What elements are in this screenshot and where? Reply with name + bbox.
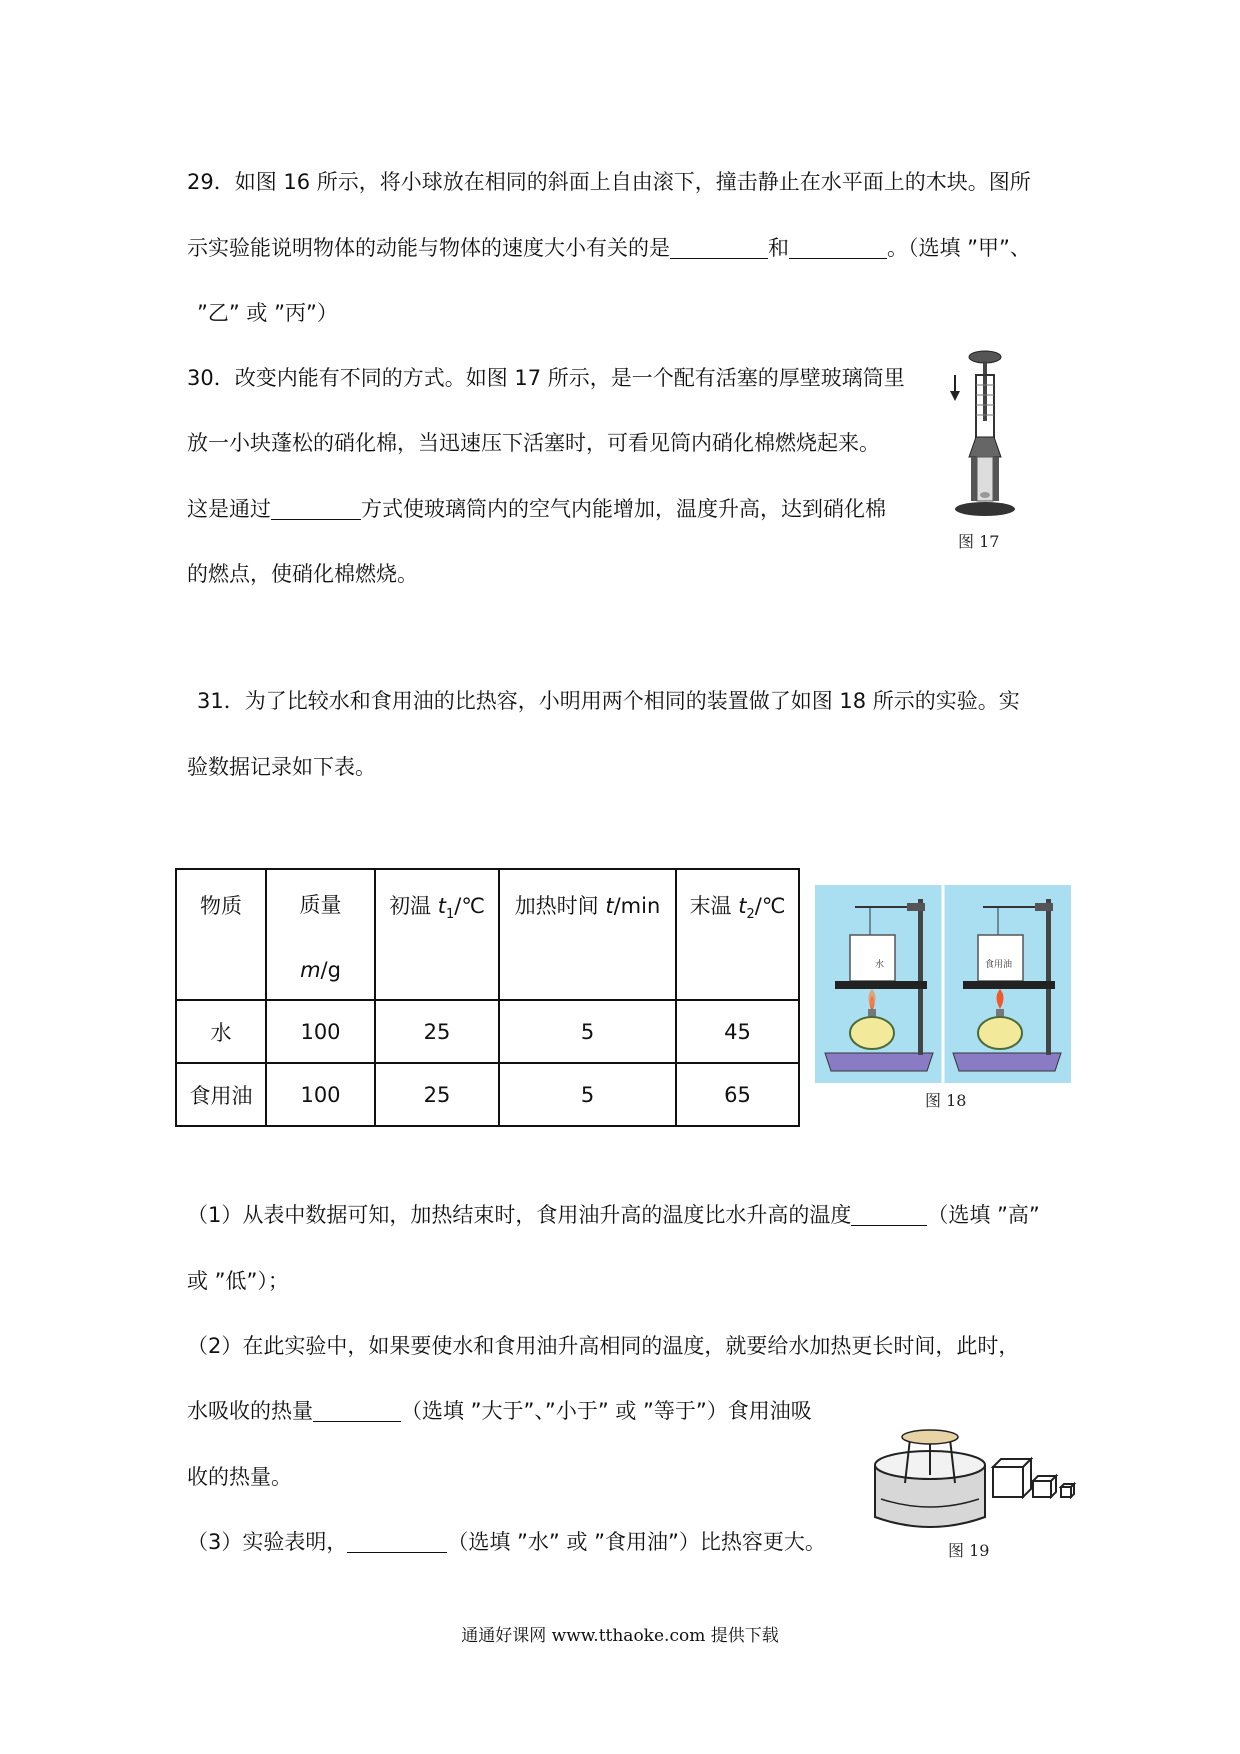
header-final-label: 末温 xyxy=(689,894,739,918)
q30-line-1: 30．改变内能有不同的方式。如图 17 所示，是一个配有活塞的厚壁玻璃筒里 xyxy=(187,366,905,390)
page-footer: 通通好课网 www.tthaoke.com 提供下载 xyxy=(461,1626,779,1646)
q31-sub2-line-2 xyxy=(187,1396,812,1426)
table-header-row xyxy=(176,869,799,1000)
header-initial-unit: /℃ xyxy=(454,894,485,918)
figure-18-caption: 图 18 xyxy=(925,1091,967,1110)
cell-mass: 100 xyxy=(266,1000,375,1063)
q31-sub1-line-2: 或 ”低”）； xyxy=(187,1269,289,1293)
cell-substance: 水 xyxy=(176,1000,266,1063)
cell-substance: 食用油 xyxy=(176,1063,266,1126)
q31-sub1-line-1 xyxy=(187,1200,1040,1230)
q29-text-a: 示实验能说明物体的动能与物体的速度大小有关的是 xyxy=(187,236,670,260)
header-initial-var: t xyxy=(437,894,446,918)
sub1-text-a: （1）从表中数据可知，加热结束时，食用油升高的温度比水升高的温度 xyxy=(187,1203,852,1227)
header-mass-label: 质量 xyxy=(299,893,342,917)
right-beaker-label: 食用油 xyxy=(985,960,1013,970)
figure-18-heating-setups xyxy=(815,885,1071,1083)
q30-text-a: 这是通过 xyxy=(187,497,271,521)
header-final-unit: /℃ xyxy=(754,894,786,918)
q30-text-b: 方式使玻璃筒内的空气内能增加，温度升高，达到硝化棉 xyxy=(361,497,886,521)
header-substance: 物质 xyxy=(176,869,266,1000)
cell-initial: 25 xyxy=(375,1063,499,1126)
header-heat-time xyxy=(499,869,676,1000)
sub3-text-a: （3）实验表明， xyxy=(187,1530,348,1554)
sub3-text-b: （选填 ”水” 或 ”食用油”）比热容更大。 xyxy=(447,1530,826,1554)
q29-text-b: 和 xyxy=(768,236,789,260)
q30-line-2: 放一小块蓬松的硝化棉，当迅速压下活塞时，可看见筒内硝化棉燃烧起来。 xyxy=(187,431,880,455)
sub2-blank[interactable] xyxy=(313,1399,401,1422)
q30-line-4: 的燃点，使硝化棉燃烧。 xyxy=(187,562,418,586)
figure-17-piston-cylinder xyxy=(945,345,1025,525)
header-final-var: t xyxy=(738,894,747,918)
q30-line-3 xyxy=(187,494,886,524)
q31-sub2-line-1: （2）在此实验中，如果要使水和食用油升高相同的温度，就要给水加热更长时间，此时， xyxy=(187,1334,1020,1358)
q29-line-2 xyxy=(187,233,1031,263)
left-beaker-label: 水 xyxy=(875,960,885,970)
q29-text-c: 。（选填 ”甲”、 xyxy=(887,236,1031,260)
cell-mass: 100 xyxy=(266,1063,375,1126)
cell-final: 65 xyxy=(676,1063,799,1126)
q29-line-1: 29．如图 16 所示，将小球放在相同的斜面上自由滚下，撞击静止在水平面上的木块。图所 xyxy=(187,170,1031,194)
table-row xyxy=(176,1000,799,1063)
sub1-blank[interactable] xyxy=(851,1203,927,1226)
table-row xyxy=(176,1063,799,1126)
data-table xyxy=(175,868,800,1127)
header-heat-var: t xyxy=(605,894,614,918)
cell-initial: 25 xyxy=(375,1000,499,1063)
q29-blank-1[interactable] xyxy=(670,236,768,259)
figure-19-caption: 图 19 xyxy=(948,1541,990,1560)
header-final-temp xyxy=(676,869,799,1000)
sub1-text-b: （选填 ”高” xyxy=(927,1203,1040,1227)
figure-17-caption: 图 17 xyxy=(958,532,1000,551)
q31-sub3-line xyxy=(187,1527,826,1557)
header-initial-label: 初温 xyxy=(389,894,438,918)
header-final-sub: 2 xyxy=(746,907,755,923)
q29-blank-2[interactable] xyxy=(789,236,887,259)
sub3-blank[interactable] xyxy=(347,1530,447,1553)
cell-time: 5 xyxy=(499,1000,676,1063)
q29-line-3: ”乙” 或 ”丙”） xyxy=(197,301,338,325)
figure-19-container-blocks xyxy=(865,1425,1095,1540)
sub2-text-c: （选填 ”大于”、”小于” 或 ”等于”）食用油吸 xyxy=(401,1399,812,1423)
cell-final: 45 xyxy=(676,1000,799,1063)
q31-sub2-line-3: 收的热量。 xyxy=(187,1465,292,1489)
header-initial-sub: 1 xyxy=(445,907,455,923)
header-heat-label: 加热时间 xyxy=(514,894,606,918)
sub2-text-b: 水吸收的热量 xyxy=(187,1399,313,1423)
header-heat-unit: /min xyxy=(613,894,661,918)
header-mass xyxy=(266,869,375,1000)
q30-blank[interactable] xyxy=(271,497,361,520)
q31-line-1: 31．为了比较水和食用油的比热容，小明用两个相同的装置做了如图 18 所示的实验。实 xyxy=(197,689,1020,713)
q31-line-2: 验数据记录如下表。 xyxy=(187,755,376,779)
cell-time: 5 xyxy=(499,1063,676,1126)
header-mass-var: m xyxy=(300,958,321,982)
header-initial-temp xyxy=(375,869,499,1000)
header-mass-unit: /g xyxy=(320,958,341,982)
